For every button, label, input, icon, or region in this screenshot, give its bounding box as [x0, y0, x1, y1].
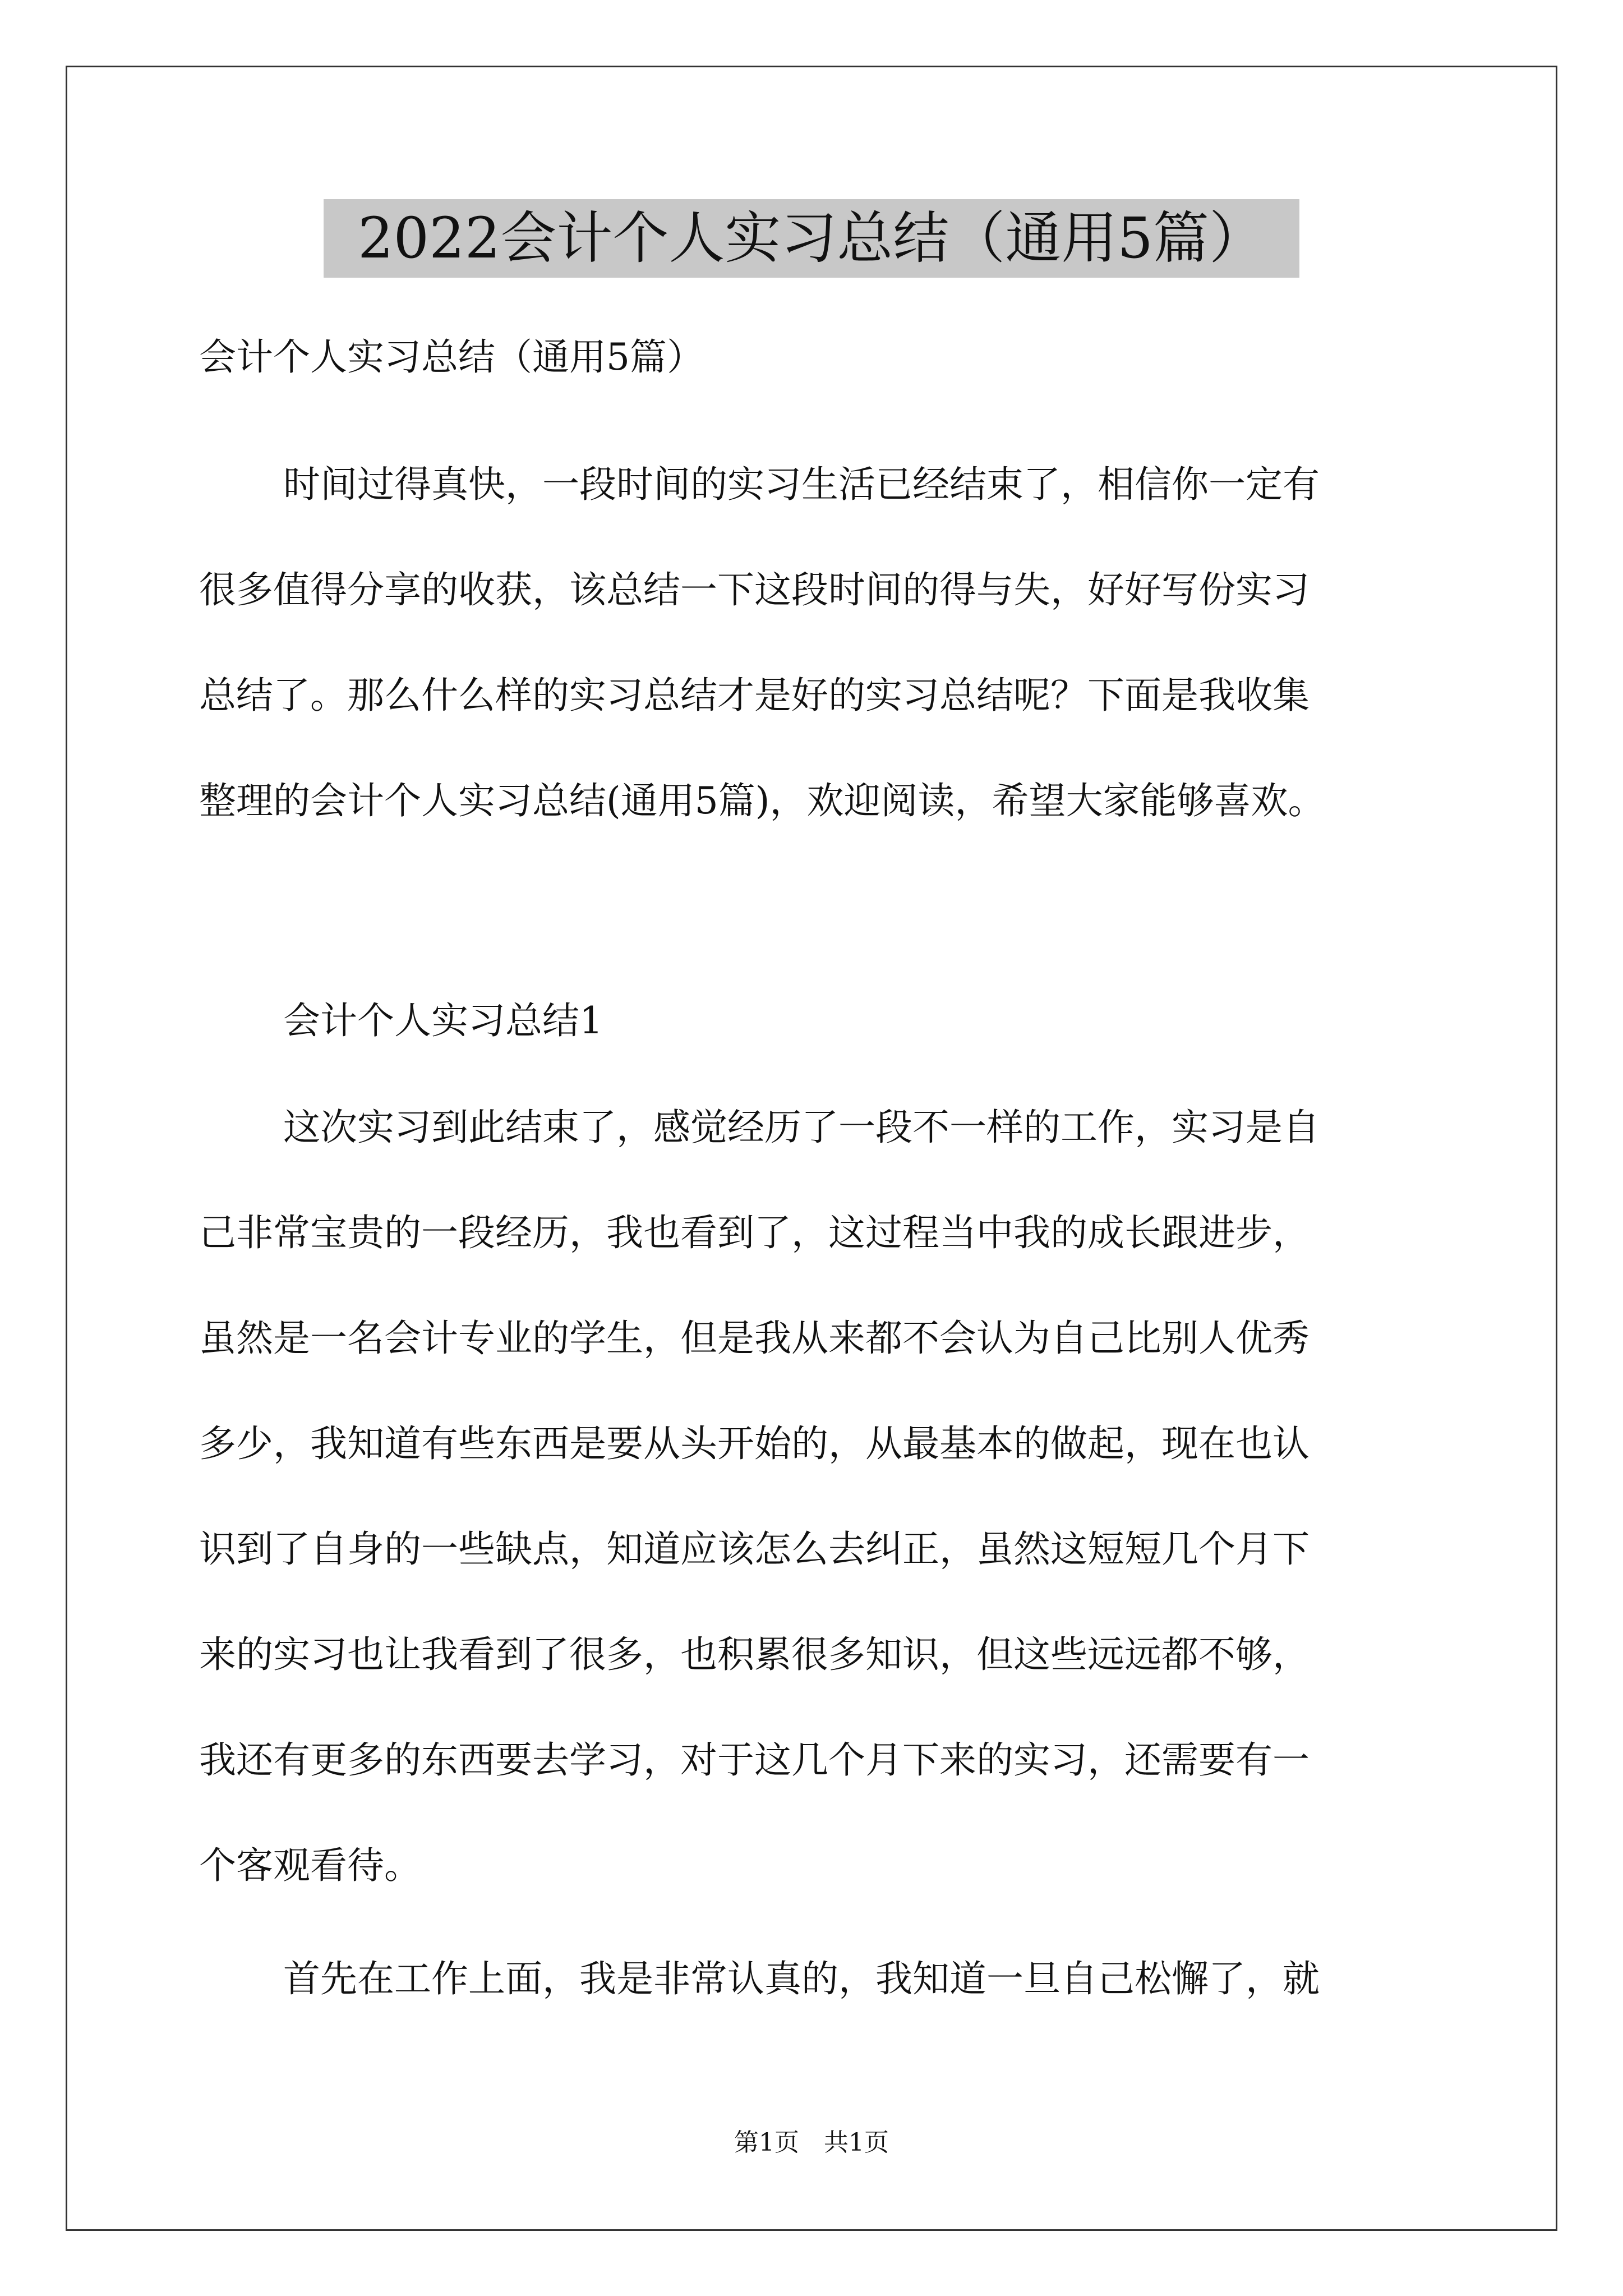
- body-line: 这次实习到此结束了，感觉经历了一段不一样的工作，实习是自: [283, 1106, 1320, 1149]
- intro-line: 整理的会计个人实习总结(通用5篇)，欢迎阅读，希望大家能够喜欢。: [199, 779, 1325, 822]
- intro-line: 总结了。那么什么样的实习总结才是好的实习总结呢？下面是我收集: [199, 674, 1310, 717]
- body-line: 个客观看待。: [199, 1844, 421, 1887]
- intro-line: 时间过得真快，一段时间的实习生活已经结束了，相信你一定有: [283, 463, 1320, 506]
- section-heading: 会计个人实习总结1: [283, 999, 603, 1042]
- body-line: 首先在工作上面，我是非常认真的，我知道一旦自己松懈了，就: [283, 1957, 1320, 2000]
- body-line: 虽然是一名会计专业的学生，但是我从来都不会认为自己比别人优秀: [199, 1317, 1310, 1360]
- subtitle: 会计个人实习总结（通用5篇）: [199, 335, 704, 379]
- body-line: 识到了自身的一些缺点，知道应该怎么去纠正，虽然这短短几个月下: [199, 1527, 1310, 1571]
- body-line: 多少，我知道有些东西是要从头开始的，从最基本的做起，现在也认: [199, 1422, 1310, 1465]
- page-footer: 第1页 共1页: [734, 2128, 889, 2157]
- document-title: 2022会计个人实习总结（通用5篇）: [324, 199, 1299, 278]
- body-line: 己非常宝贵的一段经历，我也看到了，这过程当中我的成长跟进步，: [199, 1211, 1310, 1254]
- intro-line: 很多值得分享的收获，该总结一下这段时间的得与失，好好写份实习: [199, 568, 1310, 611]
- body-line: 来的实习也让我看到了很多，也积累很多知识，但这些远远都不够，: [199, 1633, 1310, 1676]
- body-line: 我还有更多的东西要去学习，对于这几个月下来的实习，还需要有一: [199, 1738, 1310, 1782]
